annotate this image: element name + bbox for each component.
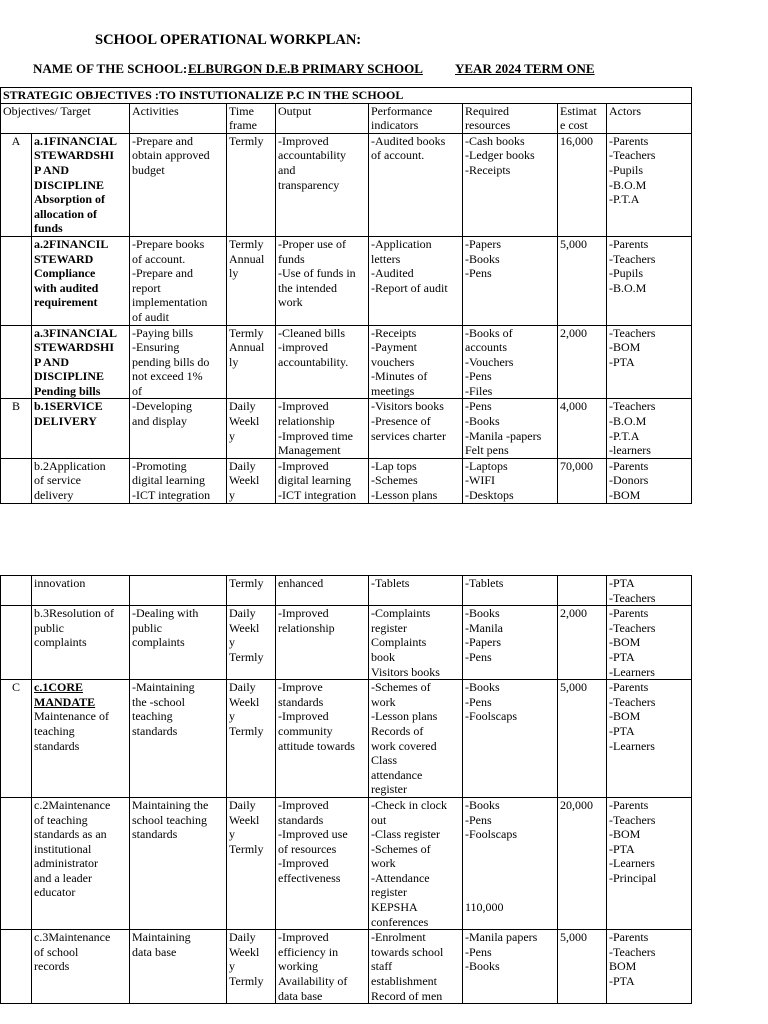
row-section-letter xyxy=(1,458,32,503)
row-objective xyxy=(32,606,130,680)
row-time: Daily Weekl y xyxy=(227,458,276,503)
school-name: ELBURGON D.E.B PRIMARY SCHOOL xyxy=(188,61,423,76)
row-indicators: -Application letters -Audited -Report of audit xyxy=(369,236,463,325)
header-objectives: Objectives/ Target xyxy=(1,103,130,133)
row-section-letter: A xyxy=(1,133,32,236)
row-time: Daily Weekl y Termly xyxy=(227,797,276,929)
objective-heading: a.2FINANCIL STEWARD Compliance with audited requirement xyxy=(34,236,109,310)
row-activities: -Paying bills -Ensuring pending bills do not exceed 1% of xyxy=(130,325,227,399)
row-section-letter xyxy=(1,606,32,680)
objective-text: Maintenance of teaching standards xyxy=(34,709,109,753)
row-objective xyxy=(32,133,130,236)
row-objective xyxy=(32,325,130,399)
row-activities: -Maintaining the -school teaching standards xyxy=(130,680,227,798)
row-resources: -Books -Manila -Papers -Pens xyxy=(463,606,558,680)
row-activities: -Developing and display xyxy=(130,399,227,458)
row-objective xyxy=(32,399,130,458)
header-performance-indicators: Performance indicators xyxy=(369,103,463,133)
table-row xyxy=(1,236,692,325)
row-section-letter xyxy=(1,930,32,1004)
row-objective xyxy=(32,458,130,503)
row-actors: -Parents -Teachers BOM -PTA xyxy=(607,930,692,1004)
objective-text: c.2Maintenance of teaching standards as an institutional administrator and a leader educator xyxy=(34,797,111,900)
row-output: -Improved relationship -Improved time Management xyxy=(276,399,369,458)
row-indicators: -Audited books of account. xyxy=(369,133,463,236)
row-time: Termly Annual ly xyxy=(227,325,276,399)
row-resources: -Laptops -WIFI -Desktops xyxy=(463,458,558,503)
table-row xyxy=(1,399,692,458)
row-resources: -Books -Pens -Foolscaps 110,000 xyxy=(463,797,558,929)
row-objective xyxy=(32,930,130,1004)
table-row xyxy=(1,930,692,1004)
row-resources: -Cash books -Ledger books -Receipts xyxy=(463,133,558,236)
row-cost: 2,000 xyxy=(558,325,607,399)
row-objective xyxy=(32,797,130,929)
row-section-letter: C xyxy=(1,680,32,798)
row-actors: -Parents -Teachers -BOM -PTA -Learners -Principal xyxy=(607,797,692,929)
row-output: -Cleaned bills -improved accountability. xyxy=(276,325,369,399)
row-cost: 2,000 xyxy=(558,606,607,680)
row-output: -Improved efficiency in working Availability of data base xyxy=(276,930,369,1004)
row-time: Termly xyxy=(227,576,276,606)
table-row xyxy=(1,680,692,798)
row-activities xyxy=(130,576,227,606)
row-indicators: -Tablets xyxy=(369,576,463,606)
header-estimate-cost: Estimat e cost xyxy=(558,103,607,133)
header-time-frame: Time frame xyxy=(227,103,276,133)
objective-text: b.2Application of service delivery xyxy=(34,458,106,503)
row-indicators: -Enrolment towards school staff establishment Record of men xyxy=(369,930,463,1004)
row-time: Termly Annual ly xyxy=(227,236,276,325)
row-cost xyxy=(558,576,607,606)
row-section-letter xyxy=(1,576,32,606)
objective-heading: a.1FINANCIAL STEWARDSHI P AND DISCIPLINE Absorption of allocation of funds xyxy=(34,133,118,236)
row-resources: -Tablets xyxy=(463,576,558,606)
row-activities: -Prepare and obtain approved budget xyxy=(130,133,227,236)
table-body-page2 xyxy=(1,576,692,1004)
row-resources: -Pens -Books -Manila -papers Felt pens xyxy=(463,399,558,458)
row-output: -Improved accountability and transparency xyxy=(276,133,369,236)
row-objective xyxy=(32,576,130,606)
row-output: -Improved digital learning -ICT integration xyxy=(276,458,369,503)
row-resources: -Manila papers -Pens -Books xyxy=(463,930,558,1004)
table-row xyxy=(1,133,692,236)
row-activities: Maintaining data base xyxy=(130,930,227,1004)
row-actors: -Teachers -BOM -PTA xyxy=(607,325,692,399)
row-output: -Proper use of funds -Use of funds in the intended work xyxy=(276,236,369,325)
table-row xyxy=(1,576,692,606)
row-output: -Improve standards -Improved community attitude towards xyxy=(276,680,369,798)
table-row xyxy=(1,458,692,503)
objective-heading: a.3FINANCIAL STEWARDSHI P AND DISCIPLINE Pending bills xyxy=(34,325,118,398)
row-activities: -Prepare books of account. -Prepare and report implementation of audit xyxy=(130,236,227,325)
header-required-resources: Required resources xyxy=(463,103,558,133)
strategic-objective: STRATEGIC OBJECTIVES :TO INSTUTIONALIZE P.C IN THE SCHOOL xyxy=(1,88,692,104)
row-actors: -Parents -Donors -BOM xyxy=(607,458,692,503)
row-objective xyxy=(32,680,130,798)
row-section-letter xyxy=(1,236,32,325)
row-indicators: -Lap tops -Schemes -Lesson plans xyxy=(369,458,463,503)
school-label: NAME OF THE SCHOOL: xyxy=(33,61,188,76)
row-cost: 5,000 xyxy=(558,680,607,798)
row-cost: 5,000 xyxy=(558,930,607,1004)
table-row xyxy=(1,797,692,929)
row-actors: -Parents -Teachers -BOM -PTA -Learners xyxy=(607,606,692,680)
row-section-letter xyxy=(1,797,32,929)
header-row xyxy=(1,103,692,133)
table-row xyxy=(1,325,692,399)
row-output: -Improved relationship xyxy=(276,606,369,680)
row-time: Daily Weekl y Termly xyxy=(227,606,276,680)
objective-text: innovation xyxy=(34,576,86,590)
objective-text: b.3Resolution of public complaints xyxy=(34,606,114,650)
row-actors: -Parents -Teachers -BOM -PTA -Learners xyxy=(607,680,692,798)
row-indicators: -Check in clock out -Class register -Schemes of work -Attendance register KEPSHA conferences xyxy=(369,797,463,929)
row-actors: -PTA -Teachers xyxy=(607,576,692,606)
row-cost: 5,000 xyxy=(558,236,607,325)
row-resources: -Papers -Books -Pens xyxy=(463,236,558,325)
year-term: YEAR 2024 TERM ONE xyxy=(455,61,595,76)
row-actors: -Parents -Teachers -Pupils -B.O.M -P.T.A xyxy=(607,133,692,236)
row-cost: 16,000 xyxy=(558,133,607,236)
table-row xyxy=(1,606,692,680)
header-output: Output xyxy=(276,103,369,133)
workplan-table-page2 xyxy=(0,575,692,1004)
strategic-objective-row xyxy=(1,88,692,104)
row-actors: -Teachers -B.O.M -P.T.A -learners xyxy=(607,399,692,458)
row-actors: -Parents -Teachers -Pupils -B.O.M xyxy=(607,236,692,325)
table-body-page1 xyxy=(1,133,692,503)
row-section-letter xyxy=(1,325,32,399)
row-output: enhanced xyxy=(276,576,369,606)
row-indicators: -Schemes of work -Lesson plans Records of work covered Class attendance register xyxy=(369,680,463,798)
document-title: SCHOOL OPERATIONAL WORKPLAN: xyxy=(95,32,362,48)
row-activities: -Promoting digital learning -ICT integration xyxy=(130,458,227,503)
row-time: Daily Weekl y xyxy=(227,399,276,458)
header-activities: Activities xyxy=(130,103,227,133)
objective-heading: c.1CORE MANDATE xyxy=(34,680,96,709)
objective-text: c.3Maintenance of school records xyxy=(34,930,111,974)
row-resources: -Books -Pens -Foolscaps xyxy=(463,680,558,798)
row-resources: -Books of accounts -Vouchers -Pens -Files xyxy=(463,325,558,399)
workplan-table-page1 xyxy=(0,87,692,504)
row-objective xyxy=(32,236,130,325)
row-section-letter: B xyxy=(1,399,32,458)
row-indicators: -Visitors books -Presence of services charter xyxy=(369,399,463,458)
row-cost: 20,000 xyxy=(558,797,607,929)
row-activities: Maintaining the school teaching standards xyxy=(130,797,227,929)
header-actors: Actors xyxy=(607,103,692,133)
row-output: -Improved standards -Improved use of resources -Improved effectiveness xyxy=(276,797,369,929)
objective-heading: b.1SERVICE DELIVERY xyxy=(34,399,103,429)
row-activities: -Dealing with public complaints xyxy=(130,606,227,680)
row-time: Termly xyxy=(227,133,276,236)
row-time: Daily Weekl y Termly xyxy=(227,930,276,1004)
row-cost: 4,000 xyxy=(558,399,607,458)
row-indicators: -Complaints register Complaints book Visitors books xyxy=(369,606,463,680)
row-cost: 70,000 xyxy=(558,458,607,503)
row-indicators: -Receipts -Payment vouchers -Minutes of meetings xyxy=(369,325,463,399)
row-time: Daily Weekl y Termly xyxy=(227,680,276,798)
